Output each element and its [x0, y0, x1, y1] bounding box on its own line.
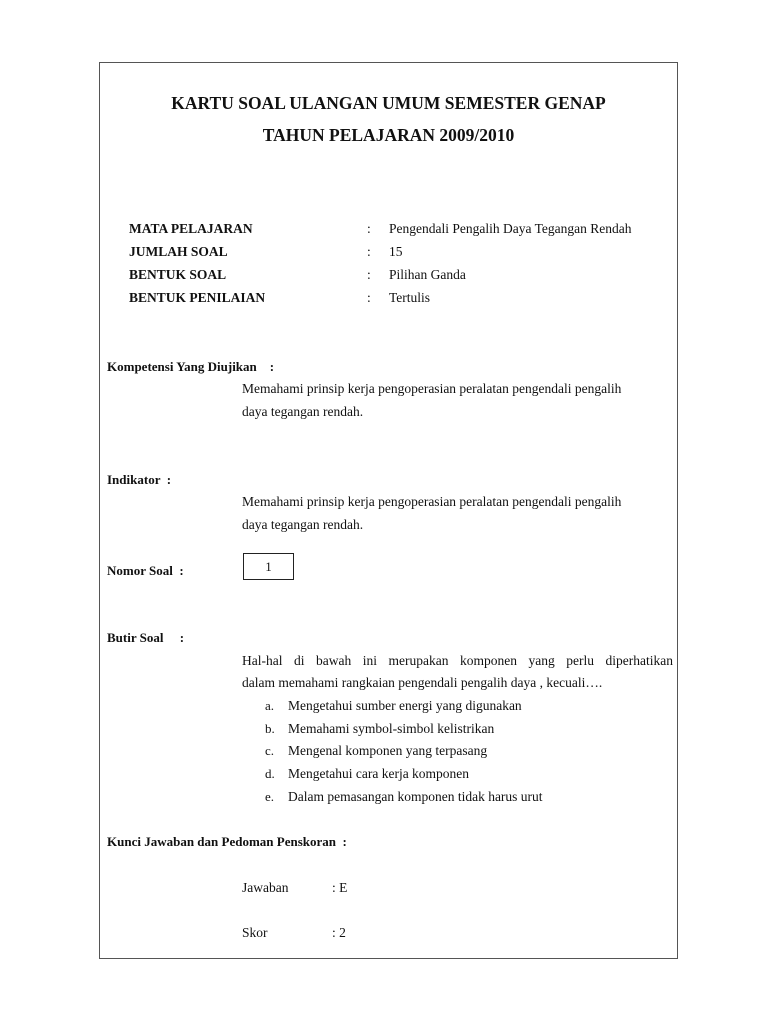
meta-value-count: 15 [389, 244, 403, 259]
option-text: Mengetahui cara kerja komponen [288, 766, 470, 781]
kompetensi-line-1: Memahami prinsip kerja pengoperasian peralatan pengendali pengalih [242, 381, 622, 396]
kompetensi-label: Kompetensi Yang Diujikan : [107, 359, 275, 374]
meta-colon: : [367, 267, 371, 282]
butir-soal-label: Butir Soal : [107, 630, 185, 645]
option-letter: b. [265, 721, 275, 736]
question-card [99, 62, 678, 959]
meta-colon: : [367, 221, 371, 236]
indikator-line-2: daya tegangan rendah. [242, 517, 364, 532]
title-line-2: TAHUN PELAJARAN 2009/2010 [262, 125, 515, 145]
jawaban-label: Jawaban [242, 880, 289, 895]
nomor-soal-label: Nomor Soal : [107, 563, 184, 578]
option-letter: e. [265, 789, 275, 804]
meta-colon: : [367, 290, 371, 305]
meta-label-assessment: BENTUK PENILAIAN [129, 290, 266, 305]
meta-label-count: JUMLAH SOAL [129, 244, 228, 259]
kompetensi-line-2: daya tegangan rendah. [242, 404, 364, 419]
indikator-label: Indikator : [107, 472, 172, 487]
meta-value-form: Pilihan Ganda [389, 267, 466, 282]
butir-line-1: Hal-hal di bawah ini merupakan komponen yang perlu diperhatikan [242, 653, 673, 668]
option-text: Memahami symbol-simbol kelistrikan [288, 721, 495, 736]
nomor-soal-box: 1 [243, 553, 294, 580]
option-text: Dalam pemasangan komponen tidak harus urut [288, 789, 543, 804]
option-letter: d. [265, 766, 275, 781]
skor-label: Skor [242, 925, 268, 940]
butir-line-2: dalam memahami rangkaian pengendali pengalih daya , kecuali…. [242, 675, 603, 690]
meta-value-subject: Pengendali Pengalih Daya Tegangan Rendah [389, 221, 632, 236]
option-text: Mengetahui sumber energi yang digunakan [288, 698, 522, 713]
skor-value: : 2 [332, 925, 346, 940]
meta-label-form: BENTUK SOAL [129, 267, 227, 282]
option-letter: c. [265, 743, 275, 758]
option-text: Mengenal komponen yang terpasang [288, 743, 488, 758]
meta-colon: : [367, 244, 371, 259]
jawaban-value: : E [332, 880, 348, 895]
meta-value-assessment: Tertulis [389, 290, 431, 305]
option-letter: a. [265, 698, 275, 713]
meta-label-subject: MATA PELAJARAN [129, 221, 253, 236]
kunci-label: Kunci Jawaban dan Pedoman Penskoran : [107, 834, 347, 849]
indikator-line-1: Memahami prinsip kerja pengoperasian peralatan pengendali pengalih [242, 494, 622, 509]
title-line-1: KARTU SOAL ULANGAN UMUM SEMESTER GENAP [171, 93, 606, 113]
